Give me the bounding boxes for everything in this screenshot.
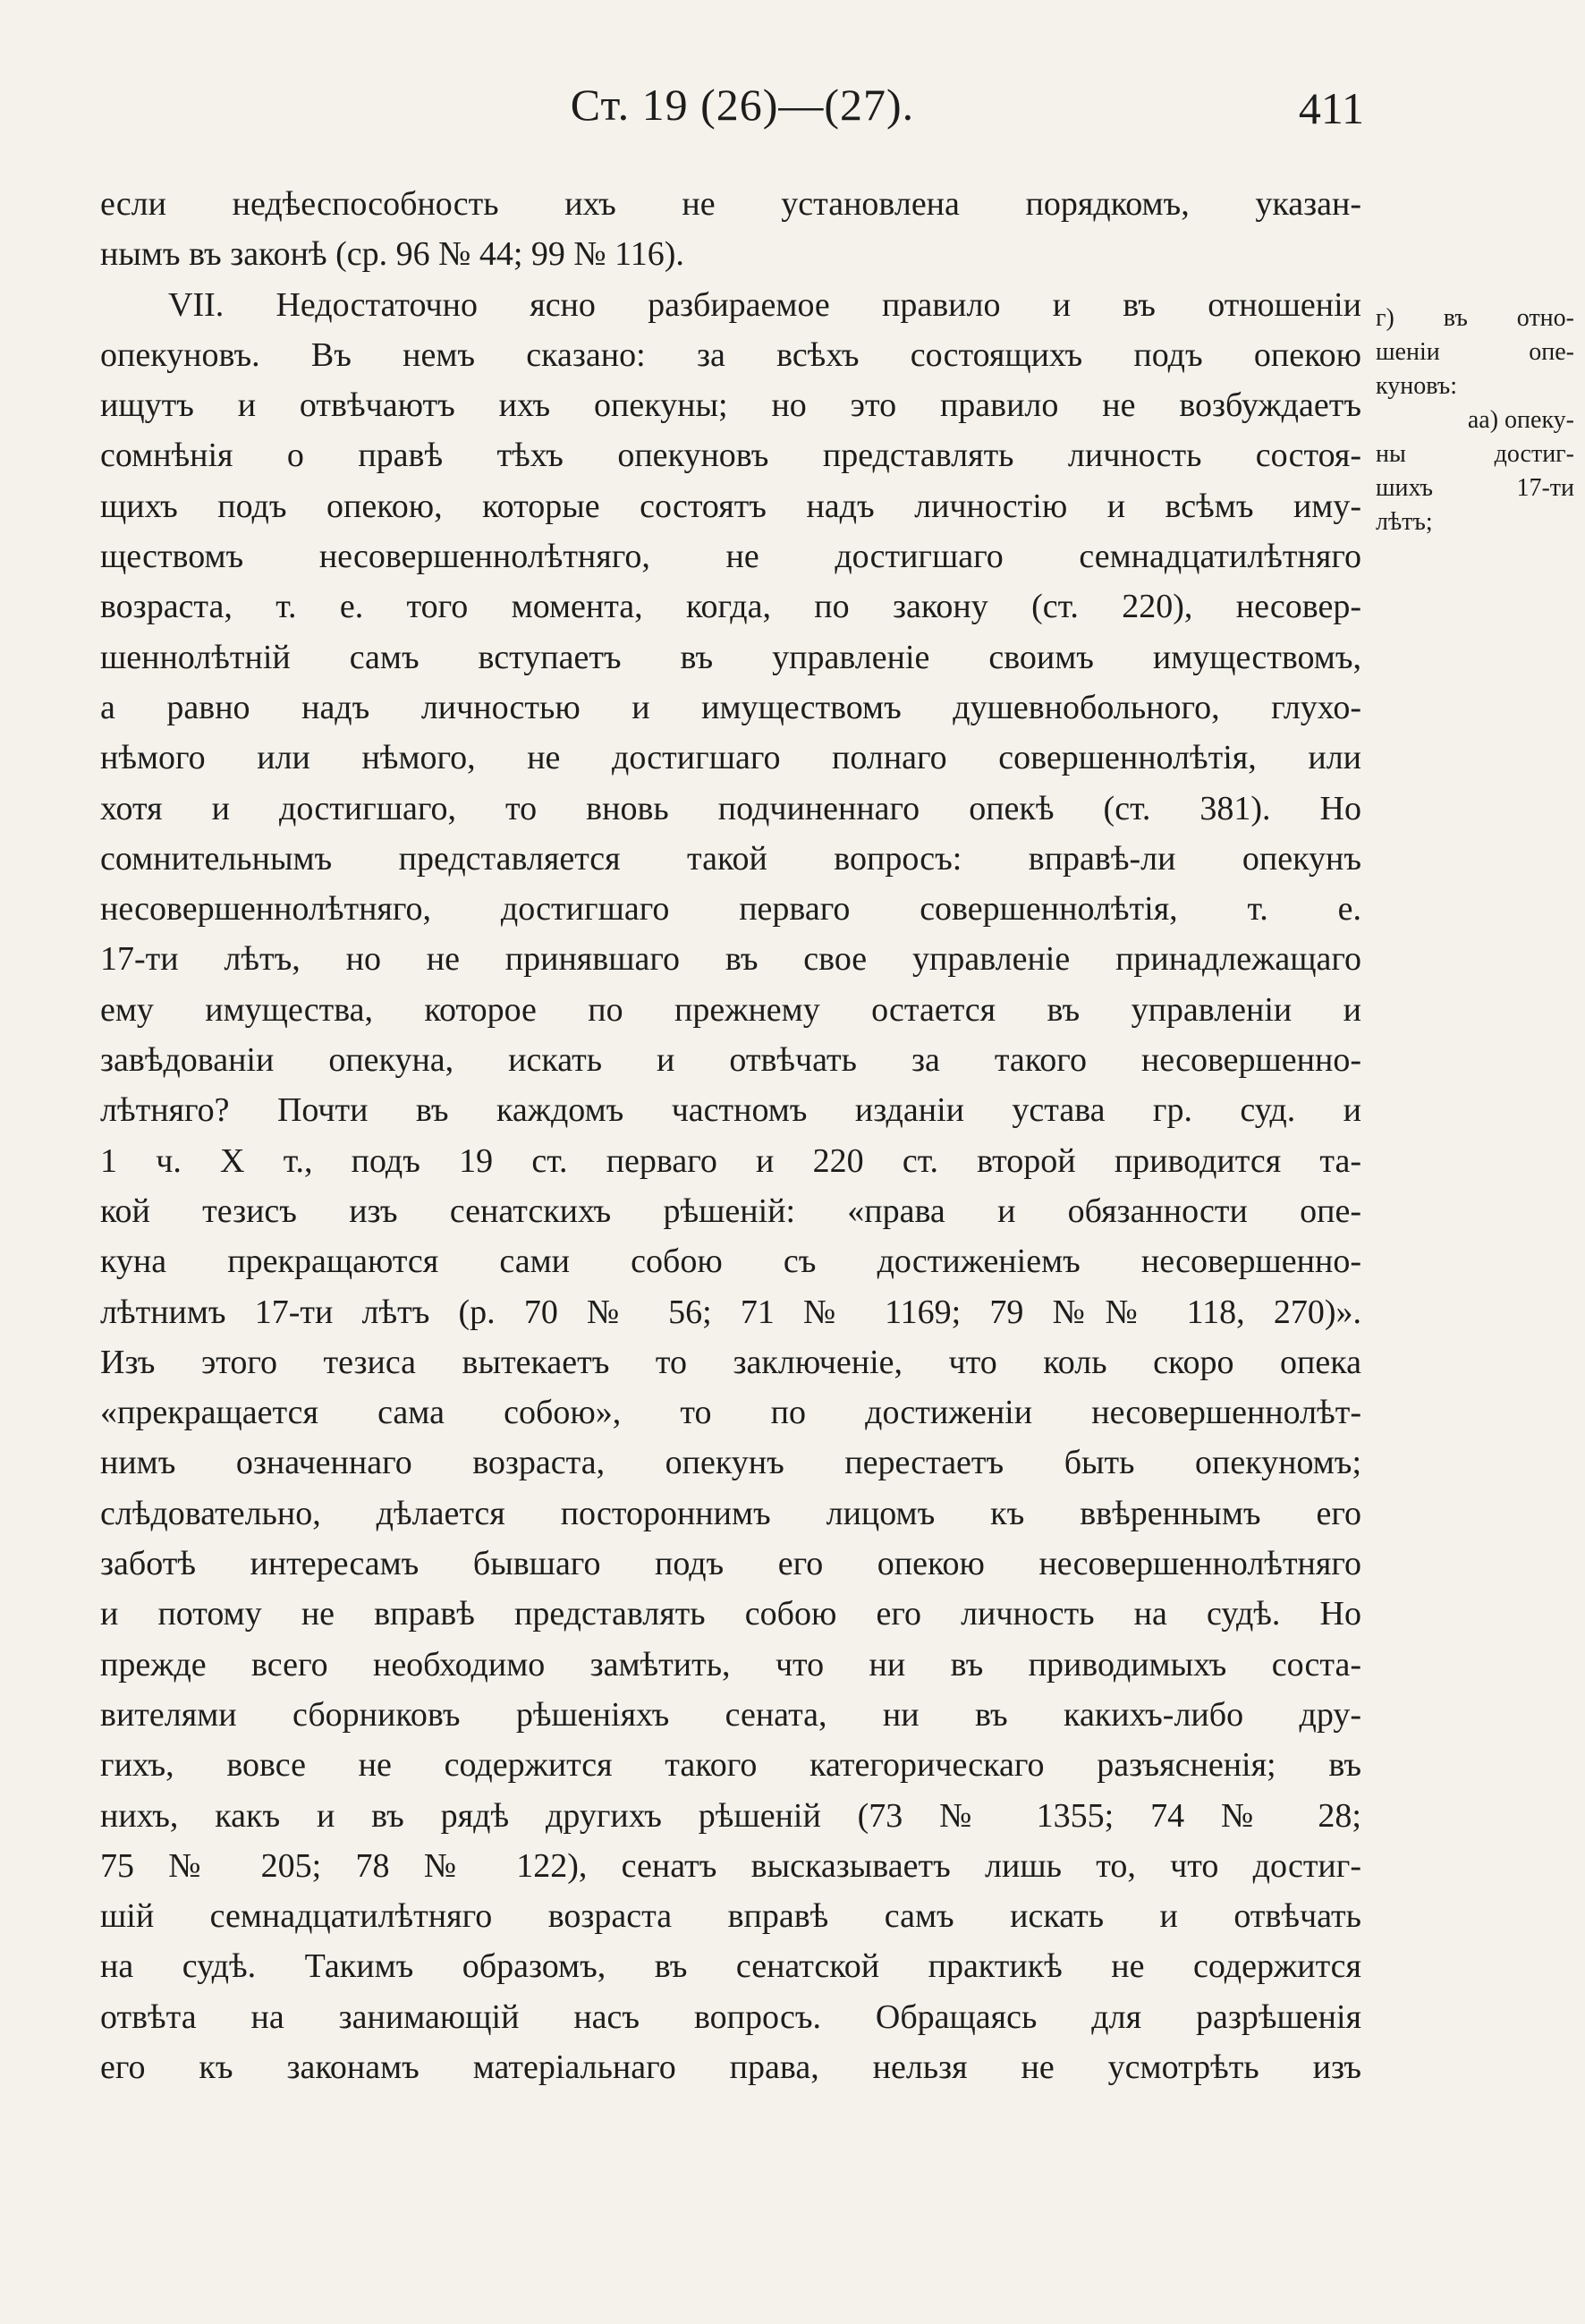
- margin-note-line: лѣтъ;: [1376, 508, 1433, 536]
- text-line: нымъ въ законѣ (ср. 96 № 44; 99 № 116).: [100, 235, 684, 274]
- text-line: ищутъ и отвѣчаютъ ихъ опекуны; но это правило не возбуждаетъ: [100, 386, 1361, 425]
- text-line: завѣдованіи опекуна, искать и отвѣчать за такого несовершенно-: [100, 1041, 1361, 1080]
- text-line: Изъ этого тезиса вытекаетъ то заключеніе, что коль скоро опека: [100, 1343, 1361, 1381]
- text-line: его къ законамъ матеріальнаго права, нельзя не усмотрѣть изъ: [100, 2048, 1361, 2086]
- text-line: вителями сборниковъ рѣшеніяхъ сената, ни въ какихъ-либо дру-: [100, 1695, 1361, 1734]
- text-line: сомнительнымъ представляется такой вопросъ: вправѣ-ли опекунъ: [100, 839, 1361, 878]
- text-line: на судѣ. Такимъ образомъ, въ сенатской практикѣ не содержится: [100, 1947, 1361, 1986]
- body-text: [100, 179, 1361, 2092]
- text-line: сомнѣнія о правѣ тѣхъ опекуновъ представлять личность состоя-: [100, 437, 1361, 475]
- text-line: ему имущества, которое по прежнему остается въ управленіи и: [100, 990, 1361, 1029]
- text-line: ществомъ несовершеннолѣтняго, не достигшаго семнадцатилѣтняго: [100, 538, 1361, 576]
- text-line: а равно надъ личностью и имуществомъ душевнобольного, глухо-: [100, 688, 1361, 726]
- margin-note-line: аа) опеку-: [1467, 406, 1574, 434]
- margin-note-line: г) въ отно-: [1376, 304, 1574, 332]
- margin-note: [1376, 301, 1574, 539]
- margin-note-line: ны достиг-: [1376, 440, 1574, 468]
- margin-note-line: шихъ 17-ти: [1376, 474, 1574, 502]
- text-line: шій семнадцатилѣтняго возраста вправѣ самъ искать и отвѣчать: [100, 1897, 1361, 1936]
- text-line: 17-ти лѣтъ, но не принявшаго въ свое управленіе принадлежащаго: [100, 940, 1361, 979]
- text-line: нихъ, какъ и въ рядѣ другихъ рѣшеній (73 № 1355; 74 № 28;: [100, 1796, 1361, 1835]
- page-number: 411: [1298, 83, 1364, 133]
- text-line: лѣтняго? Почти въ каждомъ частномъ изданіи устава гр. суд. и: [100, 1091, 1361, 1130]
- text-line: опекуновъ. Въ немъ сказано: за всѣхъ состоящихъ подъ опекою: [100, 335, 1361, 374]
- text-line: если недѣеспособность ихъ не установлена порядкомъ, указан-: [100, 185, 1361, 223]
- text-line: 1 ч. X т., подъ 19 ст. перваго и 220 ст. второй приводится та-: [100, 1141, 1361, 1180]
- page-header-title: Ст. 19 (26)—(27).: [570, 80, 915, 130]
- text-line: отвѣта на занимающій насъ вопросъ. Обращаясь для разрѣшенія: [100, 1997, 1361, 2036]
- text-line: хотя и достигшаго, то вновь подчиненнаго опекѣ (ст. 381). Но: [100, 789, 1361, 827]
- text-line: несовершеннолѣтняго, достигшаго перваго совершеннолѣтія, т. е.: [100, 890, 1361, 929]
- text-line: возраста, т. е. того момента, когда, по закону (ст. 220), несовер-: [100, 588, 1361, 626]
- text-line: куна прекращаются сами собою съ достиженіемъ несовершенно-: [100, 1243, 1361, 1281]
- text-line: лѣтнимъ 17-ти лѣтъ (р. 70 № 56; 71 № 1169; 79 №№ 118, 270)».: [100, 1293, 1361, 1331]
- text-line: прежде всего необходимо замѣтить, что ни въ приводимыхъ соста-: [100, 1645, 1361, 1684]
- text-line: нѣмого или нѣмого, не достигшаго полнаго совершеннолѣтія, или: [100, 739, 1361, 777]
- text-line: VII. Недостаточно ясно разбираемое правило и въ отношеніи: [168, 285, 1361, 324]
- text-line: щихъ подъ опекою, которые состоятъ надъ личностію и всѣмъ иму-: [100, 487, 1361, 525]
- margin-note-line: куновъ:: [1376, 372, 1457, 400]
- margin-note-line: шеніи опе-: [1376, 338, 1574, 366]
- text-line: и потому не вправѣ представлять собою его личность на судѣ. Но: [100, 1595, 1361, 1633]
- text-line: слѣдовательно, дѣлается постороннимъ лицомъ къ ввѣреннымъ его: [100, 1494, 1361, 1532]
- text-line: «прекращается сама собою», то по достиженіи несовершеннолѣт-: [100, 1394, 1361, 1432]
- text-line: 75 № 205; 78 № 122), сенатъ высказываетъ лишь то, что достиг-: [100, 1846, 1361, 1885]
- text-line: нимъ означеннаго возраста, опекунъ перестаетъ быть опекуномъ;: [100, 1444, 1361, 1482]
- text-line: заботѣ интересамъ бывшаго подъ его опекою несовершеннолѣтняго: [100, 1545, 1361, 1583]
- text-line: гихъ, вовсе не содержится такого категорическаго разъясненія; въ: [100, 1746, 1361, 1785]
- text-line: шеннолѣтній самъ вступаетъ въ управленіе своимъ имуществомъ,: [100, 638, 1361, 676]
- text-line: кой тезисъ изъ сенатскихъ рѣшеній: «права и обязанности опе-: [100, 1192, 1361, 1230]
